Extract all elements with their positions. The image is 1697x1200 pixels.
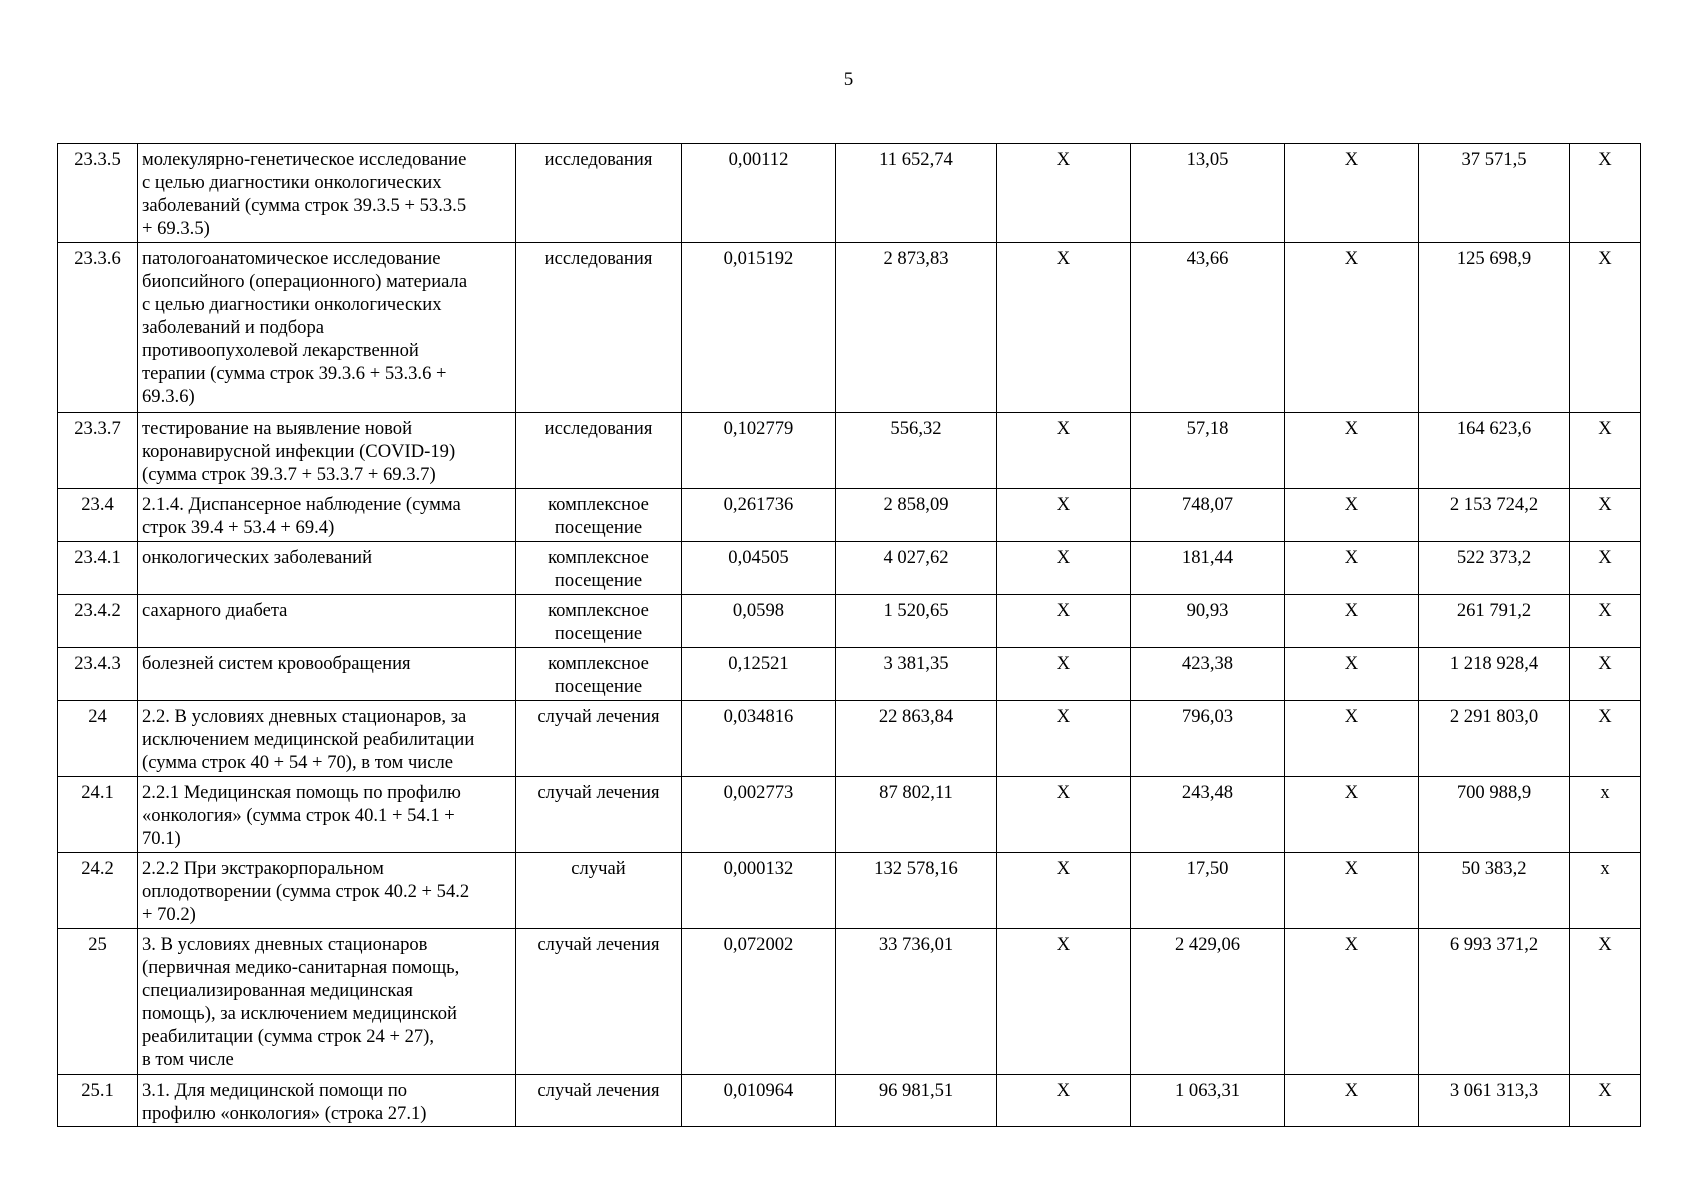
table-row: [58, 542, 1641, 595]
row-per-capita-cell: 181,44: [1131, 542, 1285, 595]
row-unit-cell: случай лечения: [516, 1075, 682, 1127]
row-total-cell: 261 791,2: [1419, 595, 1570, 648]
row-mark-cell: Х: [1285, 1075, 1419, 1127]
row-total-cell: 522 373,2: [1419, 542, 1570, 595]
row-mark-cell: Х: [1285, 144, 1419, 243]
table-row: [58, 853, 1641, 929]
row-per-capita-cell: 2 429,06: [1131, 929, 1285, 1075]
row-mark-cell: Х: [1285, 413, 1419, 489]
table-row: [58, 777, 1641, 853]
row-mark-cell: Х: [997, 243, 1131, 413]
table-row: [58, 489, 1641, 542]
table-row: [58, 243, 1641, 413]
row-norm-cell: 0,04505: [682, 542, 836, 595]
row-code-cell: 24: [58, 701, 138, 777]
row-unit-cell: случай лечения: [516, 929, 682, 1075]
row-cost-cell: 132 578,16: [836, 853, 997, 929]
row-total-cell: 1 218 928,4: [1419, 648, 1570, 701]
row-mark-cell: Х: [1285, 542, 1419, 595]
row-mark-cell: Х: [1570, 1075, 1641, 1127]
row-code-cell: 25: [58, 929, 138, 1075]
row-per-capita-cell: 423,38: [1131, 648, 1285, 701]
row-name-cell: 2.1.4. Диспансерное наблюдение (сумма строк 39.4 + 53.4 + 69.4): [138, 489, 516, 542]
table-row: [58, 595, 1641, 648]
table-body: [58, 144, 1641, 1127]
row-mark-cell: Х: [1570, 929, 1641, 1075]
row-cost-cell: 4 027,62: [836, 542, 997, 595]
row-code-cell: 23.3.6: [58, 243, 138, 413]
row-mark-cell: Х: [997, 413, 1131, 489]
row-total-cell: 3 061 313,3: [1419, 1075, 1570, 1127]
row-cost-cell: 11 652,74: [836, 144, 997, 243]
row-unit-cell: случай: [516, 853, 682, 929]
row-unit-cell: случай лечения: [516, 701, 682, 777]
row-total-cell: 50 383,2: [1419, 853, 1570, 929]
row-code-cell: 24.1: [58, 777, 138, 853]
row-unit-cell: исследования: [516, 413, 682, 489]
row-mark-cell: Х: [1285, 595, 1419, 648]
row-name-cell: 2.2. В условиях дневных стационаров, за исключением медицинской реабилитации (сумма строк 40 + 54 + 70), в том числе: [138, 701, 516, 777]
row-mark-cell: Х: [1285, 929, 1419, 1075]
page-number: 5: [843, 69, 854, 90]
row-mark-cell: Х: [1570, 648, 1641, 701]
row-mark-cell: Х: [1570, 595, 1641, 648]
row-norm-cell: 0,0598: [682, 595, 836, 648]
row-code-cell: 23.4.1: [58, 542, 138, 595]
table-row: [58, 648, 1641, 701]
row-norm-cell: 0,000132: [682, 853, 836, 929]
row-name-cell: 2.2.1 Медицинская помощь по профилю «онкология» (сумма строк 40.1 + 54.1 + 70.1): [138, 777, 516, 853]
row-per-capita-cell: 90,93: [1131, 595, 1285, 648]
table-row: [58, 929, 1641, 1075]
row-per-capita-cell: 748,07: [1131, 489, 1285, 542]
row-per-capita-cell: 17,50: [1131, 853, 1285, 929]
row-code-cell: 24.2: [58, 853, 138, 929]
row-cost-cell: 556,32: [836, 413, 997, 489]
row-mark-cell: Х: [997, 929, 1131, 1075]
row-total-cell: 6 993 371,2: [1419, 929, 1570, 1075]
row-mark-cell: Х: [1570, 489, 1641, 542]
row-norm-cell: 0,015192: [682, 243, 836, 413]
row-mark-cell: Х: [997, 777, 1131, 853]
row-per-capita-cell: 796,03: [1131, 701, 1285, 777]
row-mark-cell: х: [1570, 777, 1641, 853]
row-unit-cell: исследования: [516, 144, 682, 243]
row-mark-cell: Х: [997, 648, 1131, 701]
row-norm-cell: 0,002773: [682, 777, 836, 853]
row-code-cell: 23.4.3: [58, 648, 138, 701]
row-mark-cell: Х: [1285, 777, 1419, 853]
row-mark-cell: Х: [997, 489, 1131, 542]
row-unit-cell: комплексное посещение: [516, 542, 682, 595]
row-total-cell: 2 153 724,2: [1419, 489, 1570, 542]
row-unit-cell: случай лечения: [516, 777, 682, 853]
row-per-capita-cell: 43,66: [1131, 243, 1285, 413]
row-mark-cell: Х: [997, 701, 1131, 777]
row-per-capita-cell: 57,18: [1131, 413, 1285, 489]
financial-norms-table: [57, 143, 1641, 1127]
row-total-cell: 700 988,9: [1419, 777, 1570, 853]
row-name-cell: болезней систем кровообращения: [138, 648, 516, 701]
row-norm-cell: 0,102779: [682, 413, 836, 489]
row-total-cell: 164 623,6: [1419, 413, 1570, 489]
row-per-capita-cell: 13,05: [1131, 144, 1285, 243]
row-cost-cell: 22 863,84: [836, 701, 997, 777]
row-per-capita-cell: 1 063,31: [1131, 1075, 1285, 1127]
row-cost-cell: 33 736,01: [836, 929, 997, 1075]
row-mark-cell: Х: [1570, 542, 1641, 595]
table-row: [58, 144, 1641, 243]
row-cost-cell: 96 981,51: [836, 1075, 997, 1127]
row-code-cell: 25.1: [58, 1075, 138, 1127]
row-norm-cell: 0,00112: [682, 144, 836, 243]
row-name-cell: патологоанатомическое исследование биопсийного (операционного) материала с целью диагностики онкологических заболеваний и подбора противоопухолевой лекарственной терапии (сумма строк 39.3.6 + 53.3.6 + 69.3.6): [138, 243, 516, 413]
row-name-cell: 3. В условиях дневных стационаров (первичная медико-санитарная помощь, специализированная медицинская помощь), за исключением медицинской реабилитации (сумма строк 24 + 27), в том числе: [138, 929, 516, 1075]
row-name-cell: 3.1. Для медицинской помощи по профилю «онкология» (строка 27.1): [138, 1075, 516, 1127]
row-total-cell: 2 291 803,0: [1419, 701, 1570, 777]
row-code-cell: 23.3.5: [58, 144, 138, 243]
row-mark-cell: Х: [1285, 853, 1419, 929]
row-mark-cell: Х: [1285, 648, 1419, 701]
row-mark-cell: Х: [997, 1075, 1131, 1127]
row-mark-cell: Х: [997, 595, 1131, 648]
row-norm-cell: 0,12521: [682, 648, 836, 701]
row-name-cell: онкологических заболеваний: [138, 542, 516, 595]
row-mark-cell: х: [1570, 853, 1641, 929]
row-name-cell: 2.2.2 При экстракорпоральном оплодотворении (сумма строк 40.2 + 54.2 + 70.2): [138, 853, 516, 929]
row-total-cell: 125 698,9: [1419, 243, 1570, 413]
table-row: [58, 1075, 1641, 1127]
row-cost-cell: 2 873,83: [836, 243, 997, 413]
row-mark-cell: Х: [997, 542, 1131, 595]
row-total-cell: 37 571,5: [1419, 144, 1570, 243]
row-cost-cell: 2 858,09: [836, 489, 997, 542]
row-norm-cell: 0,261736: [682, 489, 836, 542]
row-unit-cell: комплексное посещение: [516, 648, 682, 701]
row-mark-cell: Х: [1570, 701, 1641, 777]
row-code-cell: 23.3.7: [58, 413, 138, 489]
row-cost-cell: 1 520,65: [836, 595, 997, 648]
row-code-cell: 23.4.2: [58, 595, 138, 648]
row-mark-cell: Х: [997, 853, 1131, 929]
row-mark-cell: Х: [1570, 413, 1641, 489]
row-mark-cell: Х: [1570, 243, 1641, 413]
row-mark-cell: Х: [1285, 489, 1419, 542]
table-row: [58, 701, 1641, 777]
row-name-cell: сахарного диабета: [138, 595, 516, 648]
row-code-cell: 23.4: [58, 489, 138, 542]
row-name-cell: тестирование на выявление новой коронавирусной инфекции (COVID-19) (сумма строк 39.3.7 + 53.3.7 + 69.3.7): [138, 413, 516, 489]
row-unit-cell: исследования: [516, 243, 682, 413]
row-per-capita-cell: 243,48: [1131, 777, 1285, 853]
row-cost-cell: 3 381,35: [836, 648, 997, 701]
row-cost-cell: 87 802,11: [836, 777, 997, 853]
row-mark-cell: Х: [1285, 701, 1419, 777]
row-unit-cell: комплексное посещение: [516, 595, 682, 648]
row-mark-cell: Х: [1570, 144, 1641, 243]
row-unit-cell: комплексное посещение: [516, 489, 682, 542]
row-norm-cell: 0,010964: [682, 1075, 836, 1127]
row-name-cell: молекулярно-генетическое исследование с целью диагностики онкологических заболеваний (сумма строк 39.3.5 + 53.3.5 + 69.3.5): [138, 144, 516, 243]
row-norm-cell: 0,072002: [682, 929, 836, 1075]
row-mark-cell: Х: [997, 144, 1131, 243]
row-mark-cell: Х: [1285, 243, 1419, 413]
table-row: [58, 413, 1641, 489]
row-norm-cell: 0,034816: [682, 701, 836, 777]
